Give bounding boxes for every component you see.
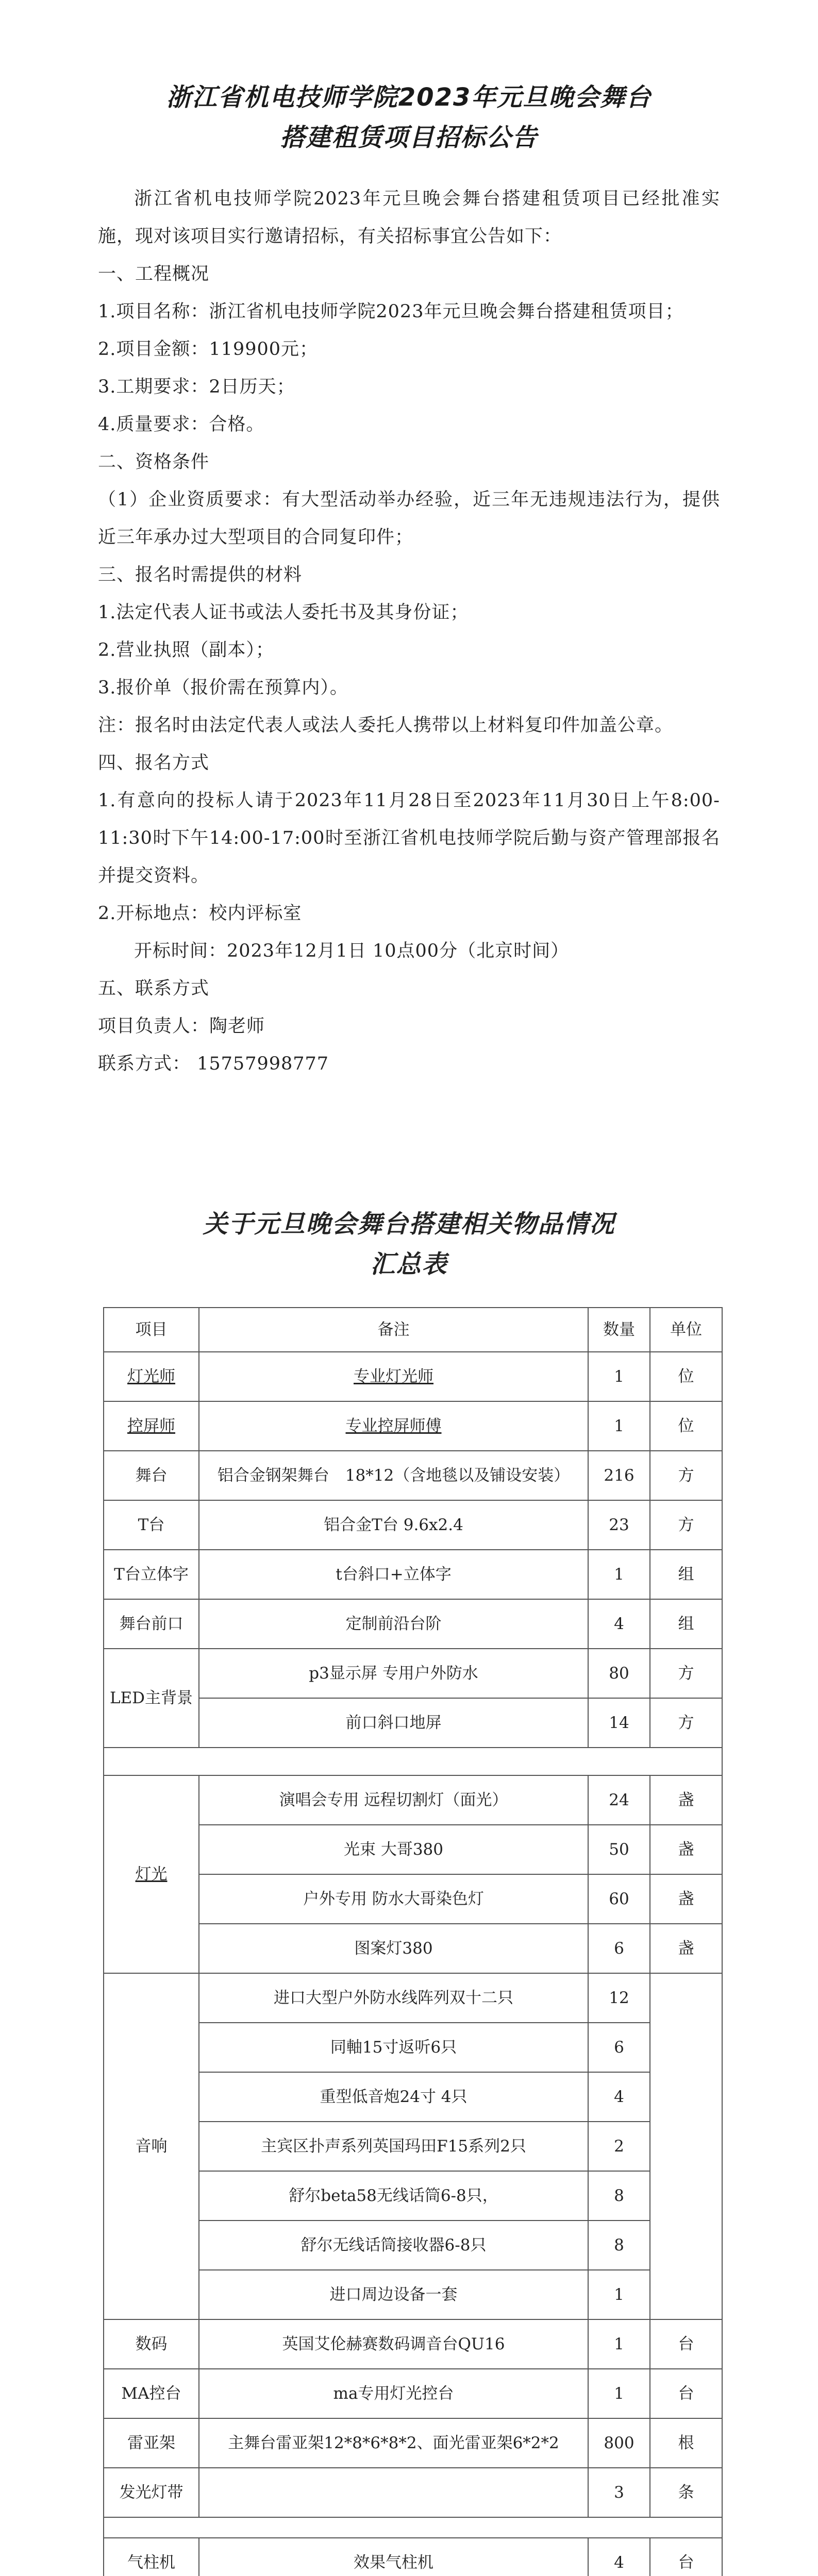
- unit-cell: 组: [650, 1599, 722, 1649]
- qty-cell: 2: [588, 2122, 650, 2171]
- summary-table-title-line-2: 汇总表: [370, 1250, 448, 1279]
- unit-cell: 方: [650, 1649, 722, 1698]
- table-row: [104, 1401, 722, 1451]
- note-cell: 铝合金T台 9.6x2.4: [199, 1500, 588, 1550]
- qty-cell: 14: [588, 1698, 650, 1748]
- section-line: （1）企业资质要求：有大型活动举办经验，近三年无违规违法行为，提供近三年承办过大型项目的合同复印件；: [98, 489, 720, 548]
- section-line: 项目负责人：陶老师: [98, 1016, 265, 1037]
- note-cell: 舒尔无线话筒接收器6-8只: [199, 2221, 588, 2270]
- section-line: 2.项目金额：119900元；: [98, 339, 319, 360]
- qty-cell: 1: [588, 2319, 650, 2369]
- note-cell: 进口周边设备一套: [199, 2270, 588, 2319]
- note-cell: 演唱会专用 远程切割灯（面光）: [199, 1775, 588, 1825]
- section-heading: 四、报名方式: [98, 753, 210, 773]
- announcement-sections: [98, 256, 720, 1083]
- section-line: 3.工期要求：2日历天；: [98, 377, 295, 397]
- table-row: [104, 2369, 722, 2418]
- announcement-title-line-2: 搭建租赁项目招标公告: [280, 123, 538, 152]
- note-cell: 光束 大哥380: [199, 1825, 588, 1874]
- table-gap-row: [104, 1748, 722, 1775]
- qty-cell: 800: [588, 2418, 650, 2468]
- note-cell: 同軸15寸返听6只: [199, 2023, 588, 2072]
- note-cell: 效果气柱机: [199, 2538, 588, 2576]
- item-name-cell: 音响: [104, 1973, 199, 2319]
- section-heading: 一、工程概况: [98, 264, 210, 284]
- qty-cell: 1: [588, 2369, 650, 2418]
- announcement-title-line-1: 浙江省机电技师学院2023年元旦晚会舞台: [166, 83, 652, 112]
- item-name-cell: 雷亚架: [104, 2418, 199, 2468]
- unit-cell: 位: [650, 1352, 722, 1401]
- item-name-cell: 灯光师: [104, 1352, 199, 1401]
- summary-table-body: [104, 1352, 722, 2576]
- qty-cell: 23: [588, 1500, 650, 1550]
- summary-table-header-row: [104, 1308, 722, 1352]
- item-name-cell: 灯光: [104, 1775, 199, 1973]
- summary-table: [103, 1307, 723, 2576]
- unit-cell: 台: [650, 2369, 722, 2418]
- item-name-cell: 气柱机: [104, 2538, 199, 2576]
- table-row: [104, 1451, 722, 1500]
- unit-cell: 根: [650, 2418, 722, 2468]
- table-gap-cell: [104, 1748, 722, 1775]
- table-row: [104, 2468, 722, 2517]
- section-line: 2.营业执照（副本）；: [98, 640, 274, 660]
- unit-cell: 盏: [650, 1775, 722, 1825]
- qty-cell: 4: [588, 1599, 650, 1649]
- note-cell: t台斜口+立体字: [199, 1550, 588, 1599]
- section-line: 4.质量要求：合格。: [98, 414, 265, 435]
- unit-cell: 条: [650, 2468, 722, 2517]
- section-line: 3.报价单（报价需在预算内）。: [98, 677, 348, 698]
- header-note: 备注: [199, 1308, 588, 1352]
- qty-cell: 12: [588, 1973, 650, 2023]
- qty-cell: 60: [588, 1874, 650, 1924]
- table-row: [104, 2319, 722, 2369]
- note-cell: 英国艾伦赫赛数码调音台QU16: [199, 2319, 588, 2369]
- item-name-cell: T台: [104, 1500, 199, 1550]
- item-name-cell: 舞台: [104, 1451, 199, 1500]
- note-cell: 专业控屏师傅: [199, 1401, 588, 1451]
- qty-cell: 50: [588, 1825, 650, 1874]
- qty-cell: 24: [588, 1775, 650, 1825]
- table-row: [104, 2418, 722, 2468]
- announcement-intro: 浙江省机电技师学院2023年元旦晚会舞台搭建租赁项目已经批准实施，现对该项目实行邀请招标，有关招标事宜公告如下：: [98, 189, 720, 247]
- qty-cell: 216: [588, 1451, 650, 1500]
- table-row: [104, 1352, 722, 1401]
- unit-cell: 盏: [650, 1825, 722, 1874]
- note-cell: [199, 2468, 588, 2517]
- section-heading: 五、联系方式: [98, 978, 210, 999]
- unit-cell: 盏: [650, 1874, 722, 1924]
- unit-cell: 组: [650, 1550, 722, 1599]
- section-line: 1.法定代表人证书或法人委托书及其身份证；: [98, 602, 469, 623]
- note-cell: 定制前沿台阶: [199, 1599, 588, 1649]
- note-cell: 主舞台雷亚架12*8*6*8*2、面光雷亚架6*2*2: [199, 2418, 588, 2468]
- header-qty: 数量: [588, 1308, 650, 1352]
- summary-table-title: [98, 1204, 720, 1284]
- item-name-cell: MA控台: [104, 2369, 199, 2418]
- unit-cell: 盏: [650, 1924, 722, 1973]
- note-cell: ma专用灯光控台: [199, 2369, 588, 2418]
- item-name-cell: 数码: [104, 2319, 199, 2369]
- qty-cell: 1: [588, 1401, 650, 1451]
- item-name-cell: LED主背景: [104, 1649, 199, 1748]
- note-cell: 进口大型户外防水线阵列双十二只: [199, 1973, 588, 2023]
- unit-cell: 方: [650, 1500, 722, 1550]
- qty-cell: 8: [588, 2171, 650, 2221]
- table-row: [104, 2538, 722, 2576]
- note-cell: 图案灯380: [199, 1924, 588, 1973]
- qty-cell: 4: [588, 2072, 650, 2122]
- note-cell: p3显示屏 专用户外防水: [199, 1649, 588, 1698]
- qty-cell: 1: [588, 2270, 650, 2319]
- qty-cell: 1: [588, 1550, 650, 1599]
- note-cell: 专业灯光师: [199, 1352, 588, 1401]
- section-line: 1.项目名称：浙江省机电技师学院2023年元旦晚会舞台搭建租赁项目；: [98, 301, 684, 322]
- qty-cell: 80: [588, 1649, 650, 1698]
- unit-cell: 方: [650, 1451, 722, 1500]
- unit-cell: 台: [650, 2319, 722, 2369]
- table-gap-cell: [104, 2517, 722, 2538]
- unit-cell: 台: [650, 2538, 722, 2576]
- section-line: 注：报名时由法定代表人或法人委托人携带以上材料复印件加盖公章。: [98, 715, 674, 736]
- unit-cell: 方: [650, 1698, 722, 1748]
- section-line: 2.开标地点：校内评标室: [98, 903, 302, 924]
- table-row: [104, 1775, 722, 1825]
- unit-cell: [650, 1973, 722, 2319]
- note-cell: 主宾区扑声系列英国玛田F15系列2只: [199, 2122, 588, 2171]
- qty-cell: 4: [588, 2538, 650, 2576]
- item-name-cell: 控屏师: [104, 1401, 199, 1451]
- note-cell: 户外专用 防水大哥染色灯: [199, 1874, 588, 1924]
- table-row: [104, 1649, 722, 1698]
- section-line: 联系方式： 15757998777: [98, 1054, 329, 1074]
- note-cell: 重型低音炮24寸 4只: [199, 2072, 588, 2122]
- qty-cell: 1: [588, 1352, 650, 1401]
- header-unit: 单位: [650, 1308, 722, 1352]
- note-cell: 舒尔beta58无线话筒6-8只，: [199, 2171, 588, 2221]
- table-gap-row: [104, 2517, 722, 2538]
- unit-cell: 位: [650, 1401, 722, 1451]
- item-name-cell: 发光灯带: [104, 2468, 199, 2517]
- qty-cell: 6: [588, 2023, 650, 2072]
- table-row: [104, 1500, 722, 1550]
- section-line-indented: 开标时间：2023年12月1日 10点00分（北京时间）: [134, 941, 570, 961]
- item-name-cell: 舞台前口: [104, 1599, 199, 1649]
- announcement-title: [98, 77, 720, 158]
- header-item: 项目: [104, 1308, 199, 1352]
- section-line: 1.有意向的投标人请于2023年11月28日至2023年11月30日上午8:00-11:30时下午14:00-17:00时至浙江省机电技师学院后勤与资产管理部报名并提交资料。: [98, 790, 720, 886]
- section-heading: 三、报名时需提供的材料: [98, 565, 303, 585]
- item-name-cell: T台立体字: [104, 1550, 199, 1599]
- note-cell: 前口斜口地屏: [199, 1698, 588, 1748]
- note-cell: 铝合金钢架舞台 18*12（含地毯以及铺设安装）: [199, 1451, 588, 1500]
- table-row: [104, 1599, 722, 1649]
- table-row: [104, 1973, 722, 2023]
- table-row: [104, 1550, 722, 1599]
- qty-cell: 6: [588, 1924, 650, 1973]
- qty-cell: 8: [588, 2221, 650, 2270]
- summary-table-title-line-1: 关于元旦晚会舞台搭建相关物品情况: [203, 1210, 615, 1239]
- section-heading: 二、资格条件: [98, 452, 210, 472]
- qty-cell: 3: [588, 2468, 650, 2517]
